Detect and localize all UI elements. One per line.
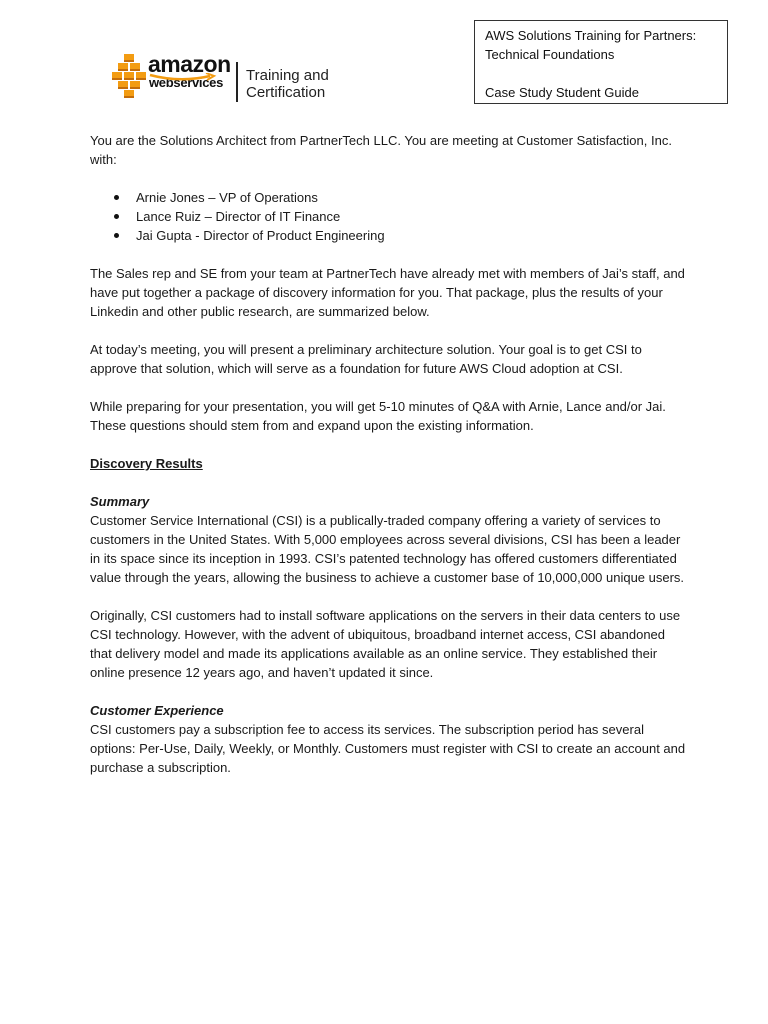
training-certification-label bbox=[246, 67, 329, 101]
bullet-icon bbox=[114, 214, 119, 219]
title-line2: Technical Foundations bbox=[485, 47, 615, 62]
qa-paragraph: While preparing for your presentation, you will get 5-10 minutes of Q&A with Arnie, Lance and/or Jai. These questions should stem from and expand upon the existing information. bbox=[90, 399, 666, 433]
brand-top: amazon bbox=[148, 51, 231, 77]
customer-experience-paragraph: CSI customers pay a subscription fee to access its services. The subscription period has several options: Per-Use, Daily, Weekly, or Monthly. Customers must register with CSI to create an account and purchase a subscription. bbox=[90, 722, 686, 775]
brand-bottom: webservices bbox=[149, 75, 224, 90]
aws-wordmark bbox=[148, 52, 231, 90]
document-body bbox=[90, 131, 690, 777]
summary-heading: Summary bbox=[90, 494, 150, 509]
list-item bbox=[90, 207, 690, 226]
aws-training-logo bbox=[112, 52, 332, 106]
tagline-line1: Training and bbox=[246, 67, 329, 84]
bullet-icon bbox=[114, 233, 119, 238]
guide-subtitle: Case Study Student Guide bbox=[485, 85, 639, 100]
customer-experience-heading: Customer Experience bbox=[90, 703, 224, 718]
attendee-name: Lance Ruiz – Director of IT Finance bbox=[136, 209, 341, 224]
summary-paragraph-1: Customer Service International (CSI) is a publically-traded company offering a variety of services to customers in the United States. With 5,000 employees across several divisions, CSI has been a leader in its space since its inception in 1993. CSI’s patented technology has offered customers differentiated value through the years, allowing the business to achieve a customer base of 10,000,000 unique users. bbox=[90, 513, 685, 585]
logo-divider bbox=[236, 62, 238, 102]
discovery-package-paragraph: The Sales rep and SE from your team at PartnerTech have already met with members of Jai’s staff, and have put together a package of discovery information for you. That package, plus the results of your Linkedin and other public research, are summarized below. bbox=[90, 266, 685, 319]
attendee-list bbox=[90, 188, 690, 245]
list-item bbox=[90, 188, 690, 207]
meeting-goal-paragraph: At today’s meeting, you will present a preliminary architecture solution. Your goal is to get CSI to approve that solution, which will serve as a foundation for future AWS Cloud adoption at CSI. bbox=[90, 342, 642, 376]
amazon-smile-icon bbox=[148, 73, 218, 83]
aws-cubes-icon bbox=[112, 54, 146, 98]
summary-paragraph-2: Originally, CSI customers had to install software applications on the servers in their data centers to use CSI technology. However, with the advent of ubiquitous, broadband internet access, CSI abandoned that delivery model and made its applications available as an online service. They established their online presence 12 years ago, and haven’t updated it since. bbox=[90, 608, 681, 680]
attendee-name: Arnie Jones – VP of Operations bbox=[136, 190, 318, 205]
tagline-line2: Certification bbox=[246, 84, 326, 101]
discovery-results-heading: Discovery Results bbox=[90, 456, 203, 471]
bullet-icon bbox=[114, 195, 119, 200]
intro-paragraph: You are the Solutions Architect from PartnerTech LLC. You are meeting at Customer Satisfaction, Inc. with: bbox=[90, 133, 672, 167]
list-item bbox=[90, 226, 690, 245]
title-line1: AWS Solutions Training for Partners: bbox=[485, 28, 697, 43]
document-title-box bbox=[474, 20, 728, 104]
attendee-name: Jai Gupta - Director of Product Engineering bbox=[136, 228, 385, 243]
